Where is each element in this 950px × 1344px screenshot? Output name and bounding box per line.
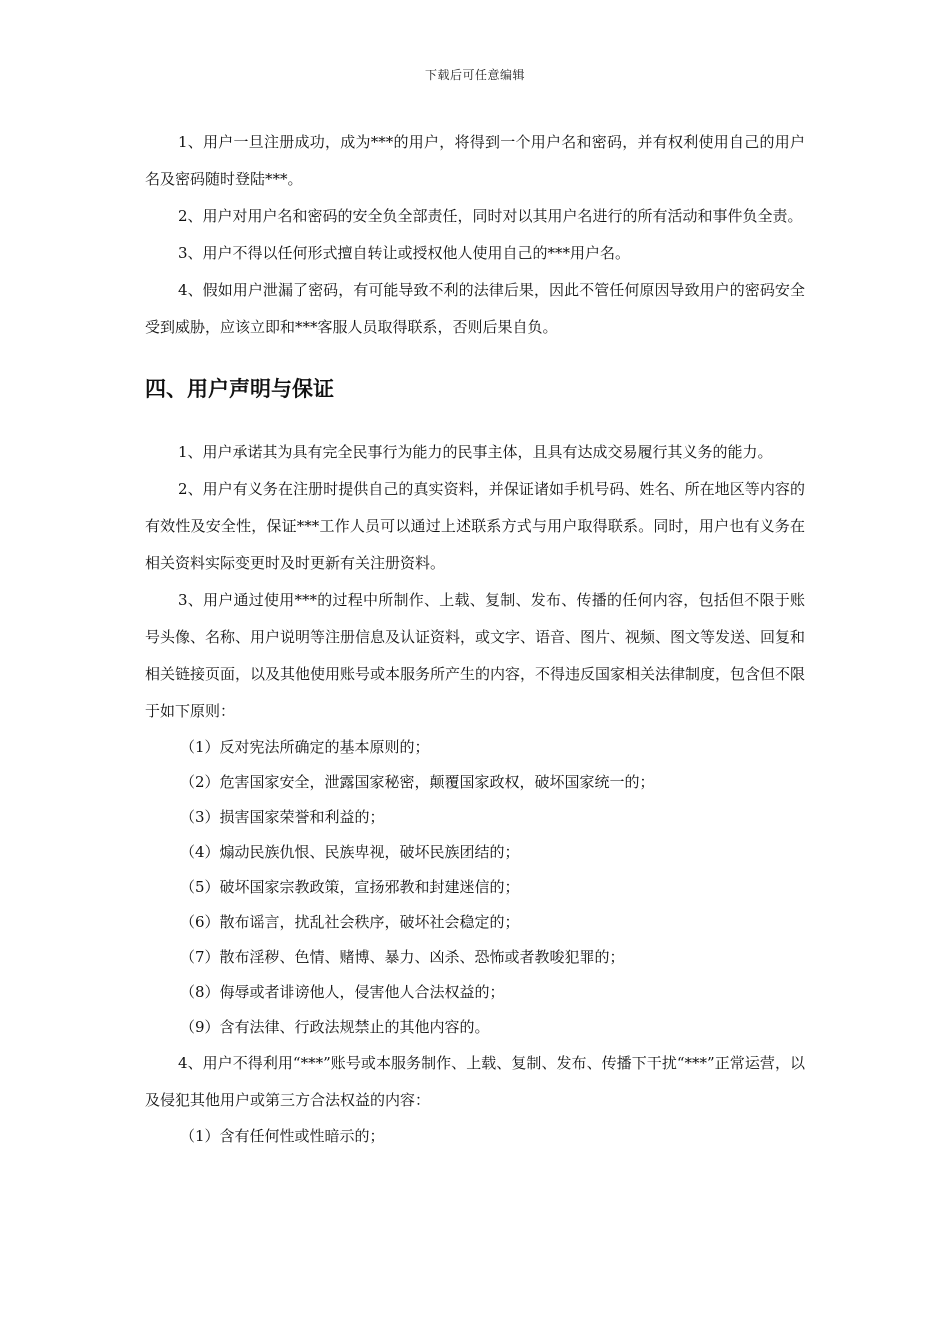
document-body bbox=[145, 124, 805, 1154]
principle-item-9: （9）含有法律、行政法规禁止的其他内容的。 bbox=[180, 1018, 490, 1036]
paragraph-4-1: 1、用户承诺其为具有完全民事行为能力的民事主体，且具有达成交易履行其义务的能力。 bbox=[178, 443, 773, 461]
principle-item-8: （8）侮辱或者诽谤他人，侵害他人合法权益的； bbox=[180, 983, 505, 1001]
paragraph-4-4: 4、用户不得利用“***”账号或本服务制作、上载、复制、发布、传播下干扰“***”正常运营，以及侵犯其他用户或第三方合法权益的内容： bbox=[145, 1054, 805, 1109]
principle-item-1: （1）反对宪法所确定的基本原则的； bbox=[180, 738, 430, 756]
principle-item-5: （5）破坏国家宗教政策，宣扬邪教和封建迷信的； bbox=[180, 878, 520, 896]
principle-item-6: （6）散布谣言，扰乱社会秩序，破坏社会稳定的； bbox=[180, 913, 520, 931]
paragraph-3-3: 3、用户不得以任何形式擅自转让或授权他人使用自己的***用户名。 bbox=[178, 244, 631, 262]
paragraph-4-3: 3、用户通过使用***的过程中所制作、上载、复制、发布、传播的任何内容，包括但不限于账号头像、名称、用户说明等注册信息及认证资料，或文字、语音、图片、视频、图文等发送、回复和相关链接页面，以及其他使用账号或本服务所产生的内容，不得违反国家相关法律制度，包含但不限于如下原则： bbox=[145, 591, 806, 720]
paragraph-4-2: 2、用户有义务在注册时提供自己的真实资料，并保证诸如手机号码、姓名、所在地区等内容的有效性及安全性，保证***工作人员可以通过上述联系方式与用户取得联系。同时，用户也有义务在相关资料实际变更时及时更新有关注册资料。 bbox=[145, 480, 805, 572]
header-note: 下载后可任意编辑 bbox=[424, 68, 525, 82]
principle-item-2: （2）危害国家安全，泄露国家秘密，颠覆国家政权，破坏国家统一的； bbox=[180, 773, 655, 791]
principle-item-4: （4）煽动民族仇恨、民族卑视，破坏民族团结的； bbox=[180, 843, 520, 861]
paragraph-3-4: 4、假如用户泄漏了密码，有可能导致不利的法律后果，因此不管任何原因导致用户的密码安全受到威胁，应该立即和***客服人员取得联系，否则后果自负。 bbox=[145, 281, 805, 336]
content-rule-item-1: （1）含有任何性或性暗示的； bbox=[180, 1127, 385, 1145]
paragraph-3-2: 2、用户对用户名和密码的安全负全部责任，同时对以其用户名进行的所有活动和事件负全责。 bbox=[178, 207, 803, 225]
principle-item-3: （3）损害国家荣誉和利益的； bbox=[180, 808, 385, 826]
paragraph-3-1: 1、用户一旦注册成功，成为***的用户，将得到一个用户名和密码，并有权利使用自己的用户名及密码随时登陆***。 bbox=[145, 133, 805, 188]
principle-item-7: （7）散布淫秽、色情、赌博、暴力、凶杀、恐怖或者教唆犯罪的； bbox=[180, 948, 625, 966]
section-title: 四、用户声明与保证 bbox=[145, 377, 334, 401]
